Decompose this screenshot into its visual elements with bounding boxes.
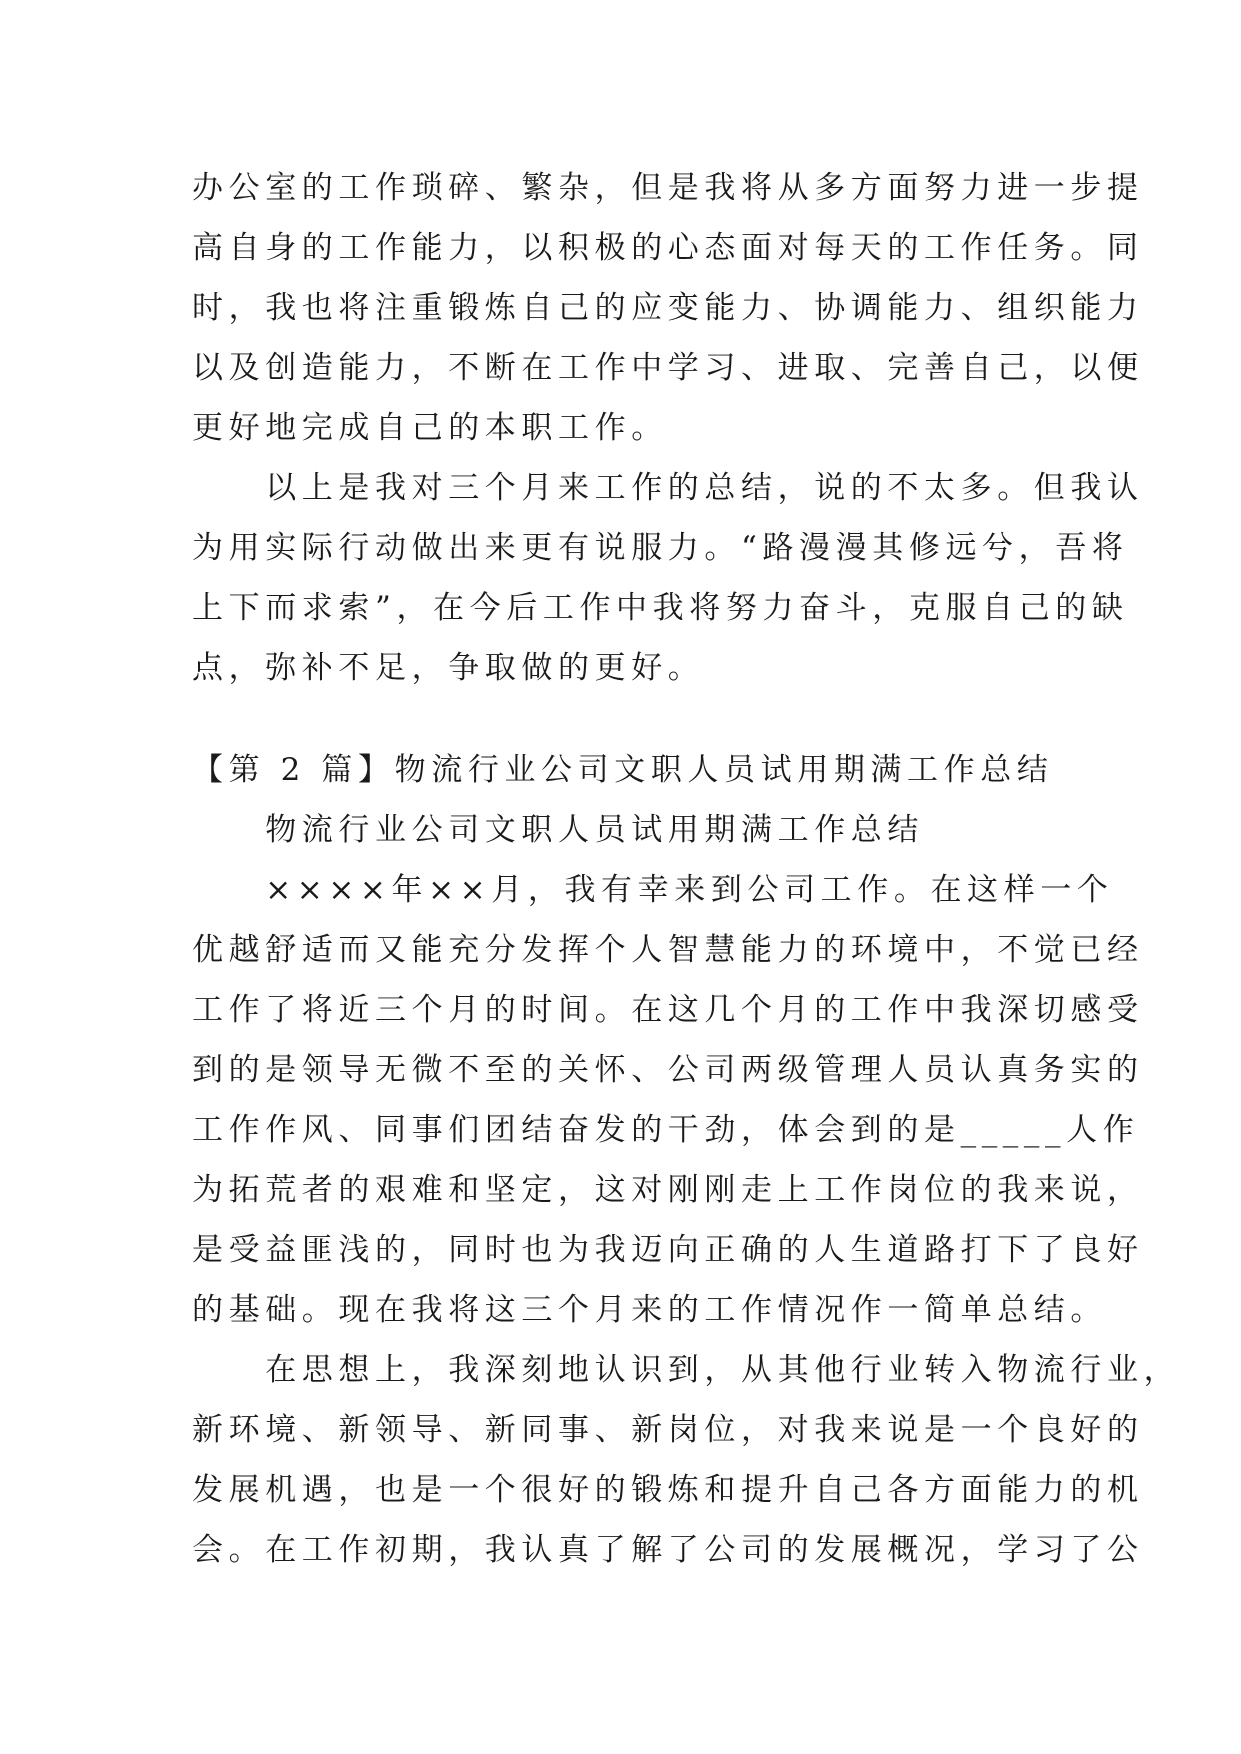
text-line: 会。在工作初期，我认真了解了公司的发展概况，学习了公	[192, 1532, 1144, 1568]
text-line: 优越舒适而又能充分发挥个人智慧能力的环境中，不觉已经	[192, 932, 1144, 968]
text-line: 以上是我对三个月来工作的总结，说的不太多。但我认	[192, 470, 1144, 506]
text-line: 点，弥补不足，争取做的更好。	[192, 650, 705, 686]
text-line: 时，我也将注重锻炼自己的应变能力、协调能力、组织能力	[192, 290, 1144, 326]
text-line: 的基础。现在我将这三个月来的工作情况作一简单总结。	[192, 1292, 1107, 1328]
text-line: 为用实际行动做出来更有说服力。“路漫漫其修远兮，吾将	[192, 530, 1129, 566]
text-line: 到的是领导无微不至的关怀、公司两级管理人员认真务实的	[192, 1052, 1144, 1088]
text-line: 上下而求索”，在今后工作中我将努力奋斗，克服自己的缺	[192, 590, 1129, 626]
section-heading: 【第 2 篇】物流行业公司文职人员试用期满工作总结	[192, 752, 1054, 788]
text-line: 高自身的工作能力，以积极的心态面对每天的工作任务。同	[192, 230, 1144, 266]
text-line: 新环境、新领导、新同事、新岗位，对我来说是一个良好的	[192, 1412, 1144, 1448]
text-line: 以及创造能力，不断在工作中学习、进取、完善自己，以便	[192, 350, 1144, 386]
text-line: 在思想上，我深刻地认识到，从其他行业转入物流行业，	[192, 1352, 1181, 1388]
text-line: 更好地完成自己的本职工作。	[192, 410, 668, 446]
text-line: 是受益匪浅的，同时也为我迈向正确的人生道路打下了良好	[192, 1232, 1144, 1268]
text-line: 工作作风、同事们团结奋发的干劲，体会到的是_____人作	[192, 1112, 1140, 1148]
text-line: 为拓荒者的艰难和坚定，这对刚刚走上工作岗位的我来说，	[192, 1172, 1144, 1208]
text-line: ××××年××月，我有幸来到公司工作。在这样一个	[192, 872, 1114, 908]
text-line: 办公室的工作琐碎、繁杂，但是我将从多方面努力进一步提	[192, 170, 1144, 206]
text-line: 发展机遇，也是一个很好的锻炼和提升自己各方面能力的机	[192, 1472, 1144, 1508]
article-title: 物流行业公司文职人员试用期满工作总结	[192, 812, 924, 848]
text-line: 工作了将近三个月的时间。在这几个月的工作中我深切感受	[192, 992, 1144, 1028]
